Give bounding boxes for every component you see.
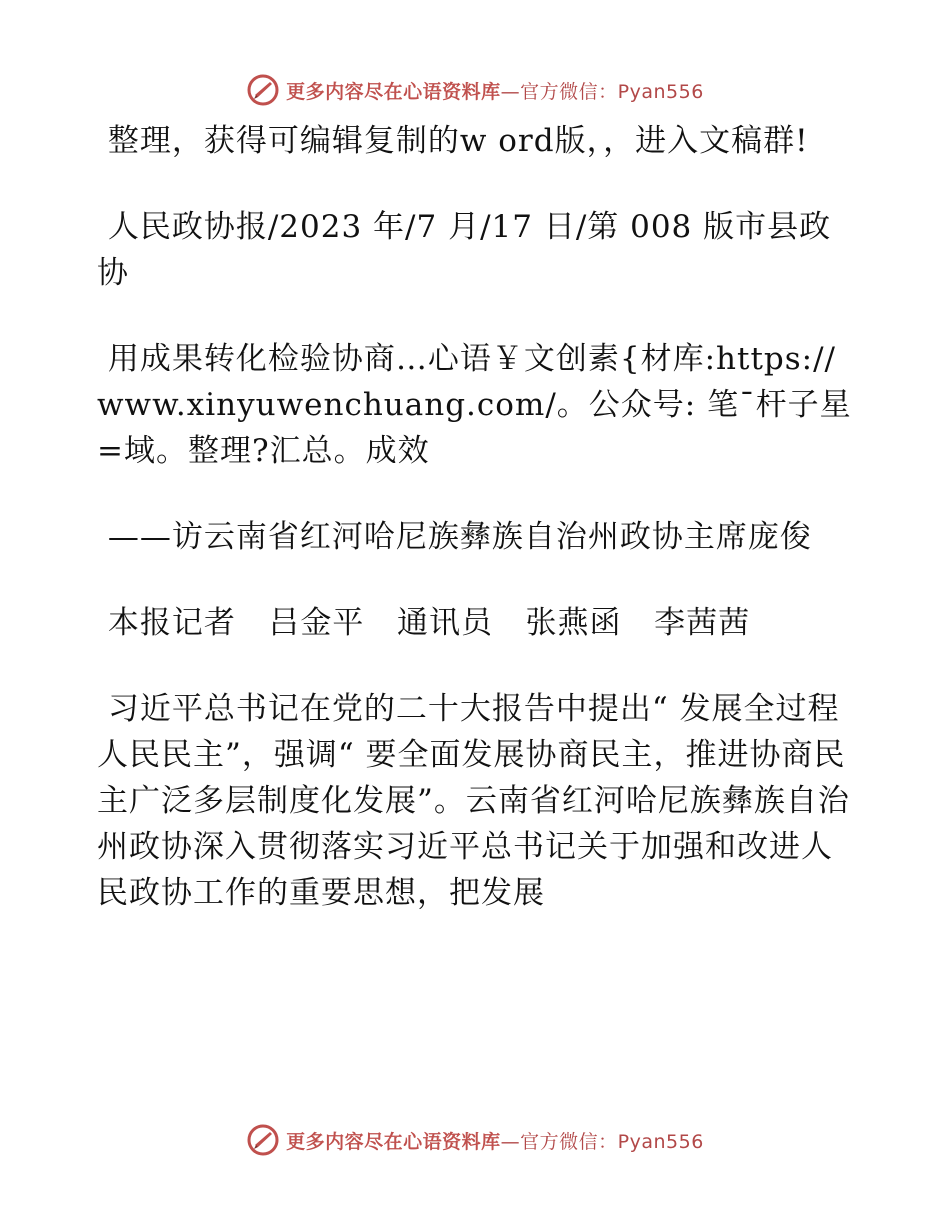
- paragraph-byline: 本报记者 吕金平 通讯员 张燕函 李茜茜: [97, 605, 751, 641]
- brand-logo-icon: [246, 73, 280, 107]
- watermark-text: 更多内容尽在心语资料库—官方微信：Pyan556: [286, 80, 704, 103]
- document-body: [97, 118, 857, 916]
- header-watermark: [0, 72, 950, 108]
- paragraph-subtitle: ——访云南省红河哈尼族彝族自治州政协主席庞俊: [97, 519, 812, 555]
- paragraph-intro: 整理，获得可编辑复制的w ord版，，进入文稿群!: [97, 123, 809, 159]
- paragraph-title: 用成果转化检验协商…心语￥文创素{材库:https://www.xinyuwenchuang.com/。公众号: 笔¯杆子星=域。整理?汇总。成效: [97, 341, 852, 469]
- brand-logo-icon: [246, 1123, 280, 1157]
- paragraph-body: 习近平总书记在党的二十大报告中提出“ 发展全过程人民民主”，强调“ 要全面发展协商民主，推进协商民主广泛多层制度化发展”。云南省红河哈尼族彝族自治州政协深入贯彻落实习近平总书记关于加强和改进人民政协工作的重要思想，把发展: [97, 691, 850, 911]
- paragraph-source: 人民政协报/2023 年/7 月/17 日/第 008 版市县政协: [97, 209, 832, 291]
- watermark-text: 更多内容尽在心语资料库—官方微信：Pyan556: [286, 1130, 704, 1153]
- footer-watermark: [0, 1122, 950, 1158]
